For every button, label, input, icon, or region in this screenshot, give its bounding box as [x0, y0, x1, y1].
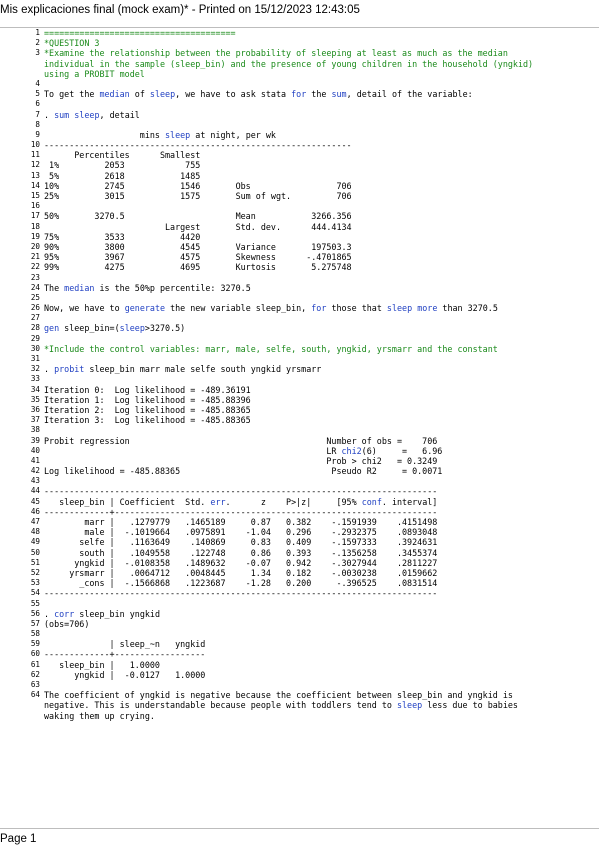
code-line — [0, 476, 599, 486]
line-number: 52 — [30, 567, 40, 577]
line-number: 22 — [30, 262, 40, 272]
plain-text: selfe | .1163649 .140869 0.83 0.409 -.1597333 .3924631 — [44, 537, 438, 548]
plain-text: yrsmarr | .0064712 .0048445 1.34 0.182 -.0030238 .0159662 — [44, 567, 438, 578]
print-header: Mis explicaciones final (mock exam)* - Printed on 15/12/2023 12:43:05 — [0, 4, 360, 16]
line-text — [44, 690, 513, 700]
line-number: 43 — [30, 476, 40, 486]
line-text — [44, 160, 200, 170]
line-number: 11 — [30, 150, 40, 160]
line-text — [44, 711, 155, 721]
line-number: 17 — [30, 211, 40, 221]
keyword-text: median — [64, 282, 95, 293]
line-number: 40 — [30, 445, 40, 455]
plain-text: 90% 3800 4545 Variance 197503.3 — [44, 241, 352, 252]
line-number: 6 — [35, 99, 40, 109]
code-line — [0, 670, 599, 680]
line-text — [44, 700, 518, 710]
line-number: 20 — [30, 241, 40, 251]
line-text — [44, 548, 437, 558]
line-text — [44, 415, 251, 425]
keyword-text: median — [99, 89, 130, 100]
keyword-text: sum — [331, 89, 347, 100]
line-text — [44, 232, 200, 242]
keyword-text: more — [417, 303, 438, 314]
plain-text: ------------------------------------------------------------------------------ — [44, 588, 438, 599]
line-number: 15 — [30, 191, 40, 200]
keyword-text: sleep — [386, 303, 413, 314]
line-text — [44, 446, 442, 456]
plain-text: 50% 3270.5 Mean 3266.356 — [44, 211, 352, 222]
line-text — [44, 48, 508, 58]
line-number: 26 — [30, 303, 40, 313]
code-line — [0, 517, 599, 527]
plain-text: sleep_bin | Coefficient Std. — [44, 496, 211, 507]
code-line — [0, 395, 599, 405]
line-number: 55 — [30, 598, 40, 608]
line-number: 47 — [30, 517, 40, 526]
line-number: 58 — [30, 629, 40, 639]
plain-text: Percentiles Smallest — [44, 150, 201, 161]
code-line — [0, 456, 599, 466]
code-line — [0, 344, 599, 354]
code-line — [0, 211, 599, 221]
line-text — [44, 323, 185, 333]
keyword-text: sleep — [149, 89, 176, 100]
keyword-text: sleep — [74, 109, 100, 120]
line-number: 36 — [30, 404, 40, 414]
plain-text: . — [44, 364, 55, 375]
line-text — [44, 28, 236, 38]
plain-text: negative. This is understandable because people with toddlers tend to — [44, 700, 397, 711]
code-line — [0, 110, 599, 120]
line-text — [44, 252, 352, 262]
line-text — [44, 303, 498, 313]
line-text — [44, 191, 352, 201]
line-text — [44, 486, 437, 496]
plain-text: 75% 3533 4420 — [44, 231, 201, 242]
plain-text: -------------+------------------ — [44, 649, 206, 660]
code-line — [0, 150, 599, 160]
line-number: 25 — [30, 292, 40, 302]
plain-text: . — [44, 109, 55, 120]
line-text — [44, 507, 437, 517]
plain-text: LR — [44, 445, 342, 456]
code-line — [0, 283, 599, 293]
line-number: 63 — [30, 680, 40, 689]
line-text — [44, 38, 99, 48]
code-line — [0, 48, 599, 58]
line-number: 42 — [30, 466, 40, 476]
line-number: 61 — [30, 659, 40, 669]
plain-text: ------------------------------------------------------------------------------ — [44, 486, 438, 497]
plain-text: , detail of the variable: — [346, 89, 473, 100]
code-line — [0, 527, 599, 537]
line-number: 4 — [35, 78, 40, 88]
plain-text: yngkid | -.0108358 .1489632 -0.07 0.942 -.3027944 .2811227 — [44, 557, 438, 568]
plain-text: waking them up crying. — [44, 710, 155, 721]
plain-text: at night, per wk — [190, 129, 276, 140]
line-number: 9 — [35, 129, 40, 139]
line-text — [44, 609, 160, 619]
keyword-text: sleep — [119, 323, 145, 334]
plain-text: . z P>|z| [95% — [225, 496, 362, 507]
line-number: 59 — [30, 639, 40, 649]
plain-text: Iteration 0: Log likelihood = -489.36191 — [44, 384, 251, 395]
code-line — [0, 466, 599, 476]
code-line — [0, 497, 599, 507]
plain-text: 25% 3015 1575 Sum of wgt. 706 — [44, 191, 352, 201]
plain-text: the — [306, 89, 332, 100]
code-line — [0, 537, 599, 547]
code-line — [0, 160, 599, 170]
line-text — [44, 619, 89, 629]
line-number: 12 — [30, 160, 40, 170]
line-number: 44 — [30, 486, 40, 496]
code-line — [0, 140, 599, 150]
line-number: 29 — [30, 333, 40, 343]
code-line — [0, 415, 599, 425]
line-number: 35 — [30, 394, 40, 404]
comment-text: *Include the control variables: marr, male, selfe, south, yngkid, yrsmarr and the constant — [44, 343, 498, 354]
line-number: 23 — [30, 272, 40, 282]
code-line — [0, 405, 599, 415]
line-text — [44, 395, 251, 405]
line-number: 27 — [30, 313, 40, 323]
plain-text: sleep_bin | 1.0000 — [44, 659, 160, 670]
line-text — [44, 385, 251, 395]
plain-text: male | -.1019664 .0975891 -1.04 0.296 -.2932375 .0893048 — [44, 527, 438, 538]
line-text — [44, 568, 437, 578]
line-number: 38 — [30, 425, 40, 435]
line-text — [44, 242, 352, 252]
plain-text: >3270.5) — [144, 323, 186, 334]
plain-text: Iteration 3: Log likelihood = -485.88365 — [44, 415, 251, 426]
line-text — [44, 222, 352, 232]
plain-text: south | .1049558 .122748 0.86 0.393 -.1356258 .3455374 — [44, 547, 438, 558]
line-text — [44, 140, 352, 150]
plain-text: is the 50%p percentile: 3270.5 — [94, 282, 251, 293]
keyword-text: for — [291, 89, 307, 100]
line-number: 2 — [35, 38, 40, 48]
line-number: 21 — [30, 252, 40, 262]
plain-text: mins — [44, 129, 166, 140]
code-line — [0, 374, 599, 384]
keyword-text: conf — [361, 496, 382, 507]
line-text — [44, 150, 200, 160]
line-number: 51 — [30, 557, 40, 567]
code-line — [0, 303, 599, 313]
plain-text: _cons | -.1566868 .1223687 -1.28 0.200 -.396525 .0831514 — [44, 578, 438, 589]
code-line — [0, 639, 599, 649]
keyword-text: generate — [124, 303, 166, 314]
code-line — [0, 385, 599, 395]
keyword-text: probit — [54, 364, 85, 375]
code-line — [0, 700, 599, 710]
keyword-text: gen — [44, 323, 60, 334]
code-line — [0, 313, 599, 323]
keyword-text: sleep — [165, 129, 191, 140]
line-text — [44, 344, 498, 354]
plain-text: Now, we have to — [44, 303, 125, 314]
keyword-text: sum — [54, 109, 70, 120]
code-line — [0, 680, 599, 690]
plain-text: 5% 2618 1485 — [44, 170, 201, 181]
line-text — [44, 69, 145, 79]
plain-text: of — [129, 89, 150, 100]
line-number: 33 — [30, 374, 40, 384]
plain-text: (obs=706) — [44, 618, 90, 629]
line-number: 1 — [35, 28, 40, 37]
code-line — [0, 201, 599, 211]
line-text — [44, 588, 437, 598]
line-text — [44, 211, 352, 221]
line-text — [44, 59, 533, 69]
line-number: 46 — [30, 506, 40, 516]
code-line — [0, 436, 599, 446]
line-number: 24 — [30, 282, 40, 292]
code-line — [0, 334, 599, 344]
line-number: 60 — [30, 649, 40, 659]
line-number: 8 — [35, 119, 40, 129]
plain-text: . — [44, 608, 55, 619]
plain-text: (6) = 6.96 — [361, 445, 443, 456]
line-number: 10 — [30, 140, 40, 150]
line-text — [44, 89, 473, 99]
plain-text: The coefficient of yngkid is negative because the coefficient between sleep_bin and yngkid is — [44, 690, 513, 701]
code-line — [0, 262, 599, 272]
plain-text: yngkid | -0.0127 1.0000 — [44, 669, 206, 680]
line-text — [44, 578, 437, 588]
line-text — [44, 130, 276, 140]
line-number: 19 — [30, 231, 40, 241]
line-text — [44, 639, 205, 649]
code-line — [0, 273, 599, 283]
code-line — [0, 191, 599, 201]
line-text — [44, 558, 437, 568]
plain-text: Iteration 1: Log likelihood = -485.88396 — [44, 394, 251, 405]
code-line — [0, 99, 599, 109]
line-text — [44, 466, 442, 476]
code-line — [0, 181, 599, 191]
line-text — [44, 456, 437, 466]
plain-text: 95% 3967 4575 Skewness -.4701865 — [44, 252, 352, 263]
plain-text: sleep_bin=( — [59, 323, 120, 334]
plain-text: sleep_bin yngkid — [74, 608, 160, 619]
code-line — [0, 507, 599, 517]
line-text — [44, 670, 205, 680]
plain-text: , detail — [99, 109, 140, 120]
line-text — [44, 364, 321, 374]
keyword-text: sleep — [396, 700, 423, 711]
code-line — [0, 446, 599, 456]
line-text — [44, 537, 437, 547]
plain-text: To get the — [44, 89, 100, 100]
line-number: 31 — [30, 354, 40, 363]
code-line — [0, 609, 599, 619]
line-number: 53 — [30, 578, 40, 588]
code-line — [0, 354, 599, 364]
code-line — [0, 548, 599, 558]
line-text — [44, 181, 352, 191]
line-number: 32 — [30, 364, 40, 374]
code-line — [0, 222, 599, 232]
code-line — [0, 89, 599, 99]
code-line — [0, 364, 599, 374]
line-number: 50 — [30, 547, 40, 557]
line-number: 39 — [30, 435, 40, 445]
plain-text: Log likelihood = -485.88365 Pseudo R2 = 0.0071 — [44, 466, 443, 477]
code-line — [0, 69, 599, 79]
code-line — [0, 79, 599, 89]
line-number: 18 — [30, 221, 40, 231]
comment-text: individual in the sample (sleep_bin) and the presence of young children in the household (yngkid) — [44, 58, 534, 69]
plain-text: Probit regression Number of obs = 706 — [44, 435, 438, 446]
line-text — [44, 660, 160, 670]
line-number: 5 — [35, 89, 40, 99]
code-line — [0, 252, 599, 262]
line-number: 34 — [30, 384, 40, 394]
plain-text: Largest Std. dev. 444.4134 — [44, 221, 352, 232]
plain-text: Prob > chi2 = 0.3249 — [44, 455, 438, 466]
line-text — [44, 110, 140, 120]
code-line — [0, 425, 599, 435]
line-number: 57 — [30, 618, 40, 628]
code-line — [0, 293, 599, 303]
code-line — [0, 232, 599, 242]
plain-text: ------------------------------------------------------------- — [44, 140, 352, 151]
keyword-text: chi2 — [341, 445, 362, 456]
plain-text: sleep_bin marr male selfe south yngkid yrsmarr — [84, 364, 322, 375]
code-line — [0, 649, 599, 659]
plain-text: than 3270.5 — [437, 303, 498, 314]
code-line — [0, 599, 599, 609]
line-text — [44, 497, 437, 507]
plain-text: 99% 4275 4695 Kurtosis 5.275748 — [44, 262, 352, 273]
code-line — [0, 629, 599, 639]
line-text — [44, 436, 437, 446]
plain-text: marr | .1279779 .1465189 0.87 0.382 -.1591939 .4151498 — [44, 517, 438, 527]
line-number: 3 — [35, 48, 40, 58]
plain-text: 10% 2745 1546 Obs 706 — [44, 180, 352, 191]
code-line — [0, 578, 599, 588]
code-line — [0, 660, 599, 670]
plain-text: less due to babies — [422, 700, 518, 711]
line-number: 30 — [30, 343, 40, 353]
code-line — [0, 558, 599, 568]
line-number: 16 — [30, 201, 40, 211]
plain-text: 1% 2053 755 — [44, 160, 201, 171]
plain-text: , we have to ask stata — [175, 89, 292, 100]
line-number: 45 — [30, 496, 40, 506]
code-line — [0, 619, 599, 629]
page-number: Page 1 — [0, 833, 37, 845]
line-number: 7 — [35, 109, 40, 119]
code-line — [0, 38, 599, 48]
code-line — [0, 59, 599, 69]
plain-text: the new variable sleep_bin, — [165, 303, 312, 314]
plain-text: The — [44, 282, 65, 293]
keyword-text: corr — [54, 608, 75, 619]
comment-text: using a PROBIT model — [44, 68, 145, 79]
code-line — [0, 120, 599, 130]
code-line — [0, 588, 599, 598]
document-listing — [0, 27, 599, 829]
comment-text: *Examine the relationship between the probability of sleeping at least as much as the median — [44, 48, 508, 59]
line-number: 64 — [30, 690, 40, 700]
plain-text: Iteration 2: Log likelihood = -485.88365 — [44, 404, 251, 415]
code-line — [0, 28, 599, 38]
plain-text: -------------+---------------------------------------------------------------- — [44, 506, 438, 517]
line-text — [44, 171, 200, 181]
code-line — [0, 568, 599, 578]
line-text — [44, 405, 251, 415]
code-line — [0, 130, 599, 140]
line-text — [44, 517, 437, 527]
line-number: 62 — [30, 669, 40, 679]
code-line — [0, 171, 599, 181]
line-text — [44, 283, 251, 293]
line-number: 56 — [30, 608, 40, 618]
code-line — [0, 690, 599, 700]
code-line — [0, 486, 599, 496]
line-number: 41 — [30, 455, 40, 465]
line-number: 54 — [30, 588, 40, 598]
line-number: 49 — [30, 537, 40, 547]
code-line — [0, 323, 599, 333]
plain-text: | sleep_~n yngkid — [44, 639, 206, 650]
comment-text: ====================================== — [44, 28, 236, 38]
line-text — [44, 649, 205, 659]
plain-text: . interval] — [381, 496, 438, 507]
line-number: 37 — [30, 415, 40, 425]
line-number: 13 — [30, 170, 40, 180]
line-number: 48 — [30, 527, 40, 537]
line-number: 14 — [30, 180, 40, 190]
line-number: 28 — [30, 323, 40, 333]
plain-text: those that — [326, 303, 387, 314]
keyword-text: err — [210, 496, 226, 507]
comment-text: *QUESTION 3 — [44, 38, 100, 49]
line-text — [44, 527, 437, 537]
code-line — [0, 711, 599, 721]
line-text — [44, 262, 352, 272]
keyword-text: for — [311, 303, 327, 314]
code-line — [0, 242, 599, 252]
